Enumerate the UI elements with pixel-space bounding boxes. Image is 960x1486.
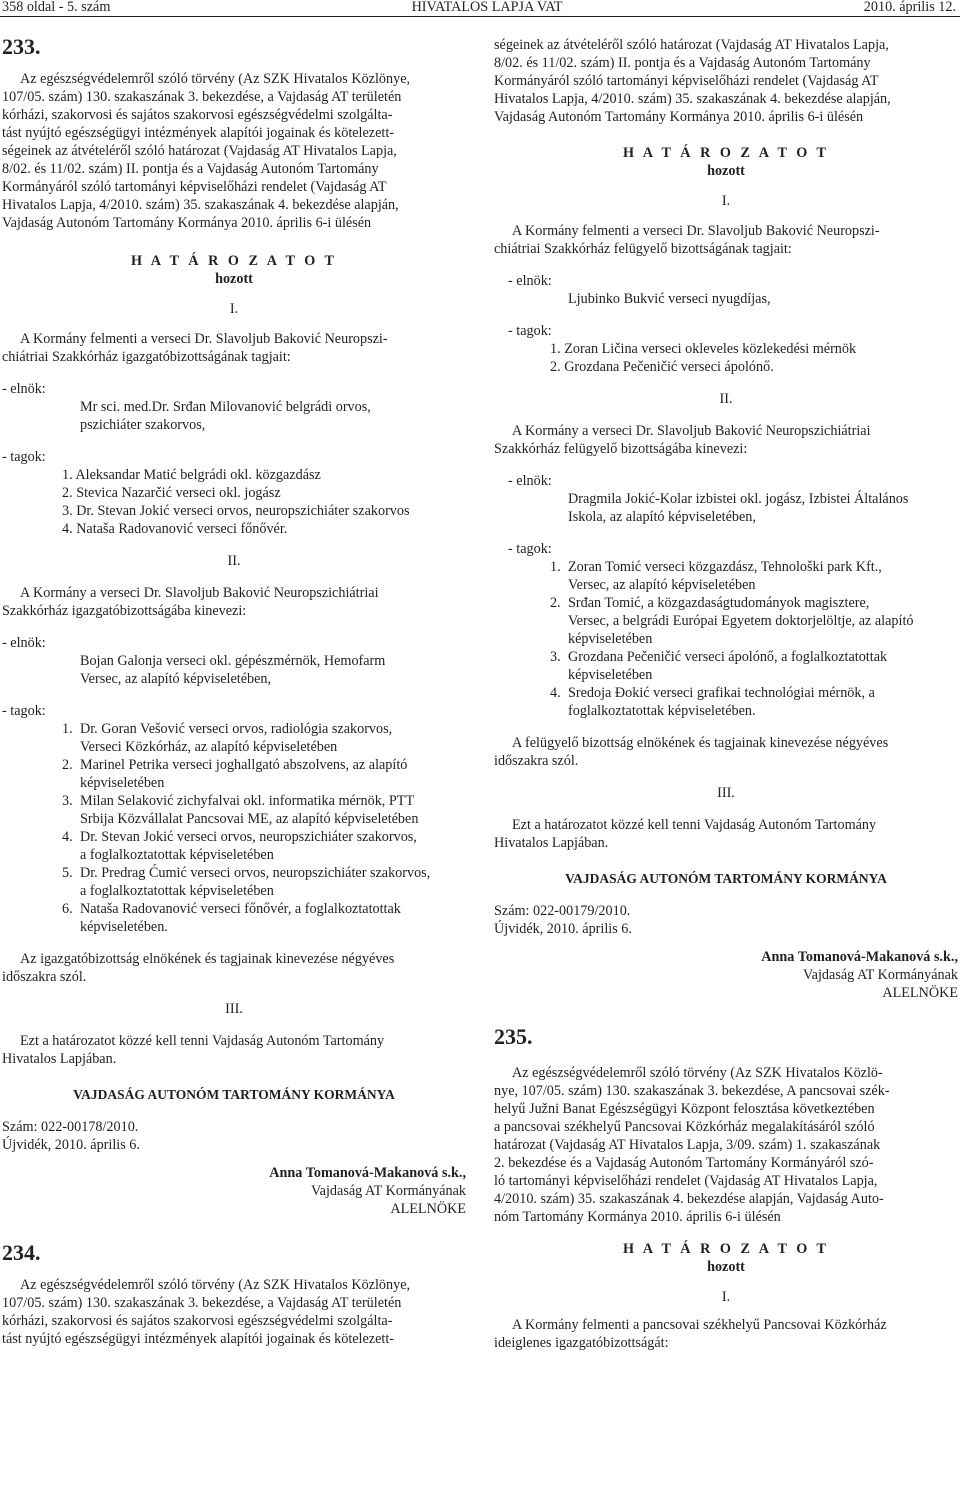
- member-item: 1. Zoran Ličina verseci okleveles közlekedési mérnök: [550, 341, 857, 357]
- preamble-line: 107/05. szám) 130. szakaszának 3. bekezdése, a Vajdaság AT területén: [2, 89, 402, 105]
- signer-title: ALELNÖKE: [390, 1201, 466, 1217]
- section-2-text: Szakkórház igazgatóbizottságába kinevezi:: [2, 603, 247, 619]
- chair-name: Iskola, az alapító képviseletében,: [568, 509, 756, 525]
- members-label: - tagok:: [508, 323, 552, 339]
- term-text: időszakra szól.: [494, 753, 579, 769]
- preamble-line: Az egészségvédelemről szóló törvény (Az SZK Hivatalos Közlö-: [512, 1065, 883, 1081]
- chair-name: Ljubinko Bukvić verseci nyugdíjas,: [568, 291, 771, 307]
- page-label: 358 oldal - 5. szám: [2, 0, 111, 15]
- section-roman-3: III.: [225, 1001, 243, 1017]
- term-text: Az igazgatóbizottság elnökének és tagjainak kinevezése négyéves: [20, 951, 395, 967]
- signer-name: Anna Tomanová-Makanová s.k.,: [269, 1165, 466, 1181]
- resolution-number-234: 234.: [2, 1240, 41, 1265]
- member-item: 2. Stevica Nazarčić verseci okl. jogász: [62, 485, 281, 501]
- preamble-line: ló tartományi képviselőházi rendelet (Vajdaság AT Hivatalos Lapja,: [494, 1173, 878, 1189]
- member-item: 1. Zoran Tomić verseci közgazdász, Tehnološki park Kft., Versec, az alapító képviseletében: [550, 559, 882, 593]
- member-item: 1. Dr. Goran Vešović verseci orvos, radiológia szakorvos, Verseci Közkórház, az alapító képviseletében: [62, 721, 393, 755]
- preamble-line: Kormányáról szóló tartományi képviselőházi rendelet (Vajdaság AT: [2, 179, 387, 195]
- preamble-line: nye, 107/05. szám) 130. szakaszának 3. bekezdése, A pancsovai szék-: [494, 1083, 890, 1099]
- resolution-hozott: hozott: [215, 271, 253, 287]
- member-item: 4. Dr. Stevan Jokić verseci orvos, neuropszichiáter szakorvos, a foglalkoztatottak képviseletében: [62, 829, 417, 863]
- member-item: 2. Marinel Petrika verseci joghallgató abszolvens, az alapító képviseletében: [62, 757, 408, 791]
- signer-title: ALELNÖKE: [882, 985, 958, 1001]
- preamble-line: kórházi, szakorvosi és sajátos szakorvosi egészségvédelmi szolgálta-: [2, 107, 393, 123]
- chair-label: - elnök:: [2, 381, 46, 397]
- chair-label: - elnök:: [508, 473, 552, 489]
- resolution-heading: H A T Á R O Z A T O T: [623, 145, 829, 161]
- chair-name: Bojan Galonja verseci okl. gépészmérnök, Hemofarm: [80, 653, 386, 669]
- member-item: 3. Grozdana Pečeničić verseci ápolónő, a foglalkoztatottak képviseletében: [550, 649, 888, 683]
- left-column: [2, 34, 466, 1348]
- preamble-line: 107/05. szám) 130. szakaszának 3. bekezdése, a Vajdaság AT területén: [2, 1295, 402, 1311]
- preamble-line: Az egészségvédelemről szóló törvény (Az SZK Hivatalos Közlönye,: [20, 71, 411, 87]
- preamble-line: 8/02. és 11/02. szám) II. pontja és a Vajdaság Autonóm Tartomány: [2, 161, 379, 177]
- preamble-line: 8/02. és 11/02. szám) II. pontja és a Vajdaság Autonóm Tartomány: [494, 55, 871, 71]
- members-label: - tagok:: [508, 541, 552, 557]
- term-text: időszakra szól.: [2, 969, 87, 985]
- section-1-text: chiátriai Szakkórház felügyelő bizottságának tagjait:: [494, 241, 792, 257]
- preamble-line: Vajdaság Autonóm Tartomány Kormánya 2010. április 6-i ülésén: [2, 215, 372, 231]
- section-roman-2: II.: [227, 553, 241, 569]
- member-item: 4. Nataša Radovanović verseci főnővér.: [62, 521, 288, 537]
- chair-label: - elnök:: [508, 273, 552, 289]
- publish-text: Hivatalos Lapjában.: [494, 835, 609, 851]
- right-column: [494, 36, 958, 1352]
- section-roman-2: II.: [719, 391, 733, 407]
- place-date: Újvidék, 2010. április 6.: [494, 921, 632, 937]
- preamble-line: tást nyújtó egészségügyi intézmények alapítói jogainak és kötelezett-: [2, 1331, 394, 1347]
- preamble-line: helyű Južni Banat Egészségügyi Központ felosztása következtében: [494, 1101, 875, 1117]
- section-roman-1: I.: [721, 1289, 731, 1305]
- reference-number: Szám: 022-00178/2010.: [2, 1119, 139, 1135]
- preamble-line: Az egészségvédelemről szóló törvény (Az SZK Hivatalos Közlönye,: [20, 1277, 411, 1293]
- section-1-text: chiátriai Szakkórház igazgatóbizottságának tagjait:: [2, 349, 291, 365]
- preamble-line: ségeinek az átvételéről szóló határozat (Vajdaság AT Hivatalos Lapja,: [494, 37, 889, 53]
- signer-role: Vajdaság AT Kormányának: [803, 967, 958, 983]
- resolution-number-235: 235.: [494, 1024, 533, 1049]
- member-item: 5. Dr. Predrag Ćumić verseci orvos, neuropszichiáter szakorvos, a foglalkoztatottak képviseletében: [62, 865, 431, 899]
- section-roman-1: I.: [229, 301, 239, 317]
- members-label: - tagok:: [2, 449, 46, 465]
- resolution-heading: H A T Á R O Z A T O T: [131, 253, 337, 269]
- preamble-line: ségeinek az átvételéről szóló határozat (Vajdaság AT Hivatalos Lapja,: [2, 143, 397, 159]
- preamble-line: nóm Tartomány Kormánya 2010. április 6-i ülésén: [494, 1209, 781, 1225]
- issue-date: 2010. április 12.: [863, 0, 956, 15]
- journal-title: HIVATALOS LAPJA VAT: [411, 0, 563, 15]
- preamble-line: Hivatalos Lapja, 4/2010. szám) 35. szakaszának 4. bekezdése alapján,: [494, 91, 891, 107]
- member-item: 3. Dr. Stevan Jokić verseci orvos, neuropszichiáter szakorvos: [62, 503, 410, 519]
- chair-name: pszichiáter szakorvos,: [80, 417, 206, 433]
- publish-text: Hivatalos Lapjában.: [2, 1051, 117, 1067]
- section-roman-3: III.: [717, 785, 735, 801]
- member-item: 6. Nataša Radovanović verseci főnővér, a foglalkoztatottak képviseletében.: [62, 901, 401, 935]
- section-1-text: ideiglenes igazgatóbizottságát:: [494, 1335, 669, 1351]
- member-item: 1. Aleksandar Matić belgrádi okl. közgazdász: [62, 467, 321, 483]
- section-2-text: A Kormány a verseci Dr. Slavoljub Baković Neuropszichiátriai: [512, 423, 871, 439]
- section-roman-1: I.: [721, 193, 731, 209]
- preamble-line: Vajdaság Autonóm Tartomány Kormánya 2010. április 6-i ülésén: [494, 109, 864, 125]
- page-header: [2, 0, 956, 14]
- signer-name: Anna Tomanová-Makanová s.k.,: [761, 949, 958, 965]
- chair-name: Mr sci. med.Dr. Srđan Milovanović belgrádi orvos,: [80, 399, 371, 415]
- signer-role: Vajdaság AT Kormányának: [311, 1183, 466, 1199]
- resolution-number-233: 233.: [2, 34, 41, 59]
- publish-text: Ezt a határozatot közzé kell tenni Vajdaság Autonóm Tartomány: [512, 817, 877, 833]
- section-2-text: A Kormány a verseci Dr. Slavoljub Baković Neuropszichiátriai: [20, 585, 379, 601]
- section-2-text: Szakkórház felügyelő bizottságába kinevezi:: [494, 441, 748, 457]
- government-name: VAJDASÁG AUTONÓM TARTOMÁNY KORMÁNYA: [73, 1087, 395, 1102]
- member-item: 4. Sredoja Đokić verseci grafikai technológiai mérnök, a foglalkoztatottak képviseletében.: [550, 685, 875, 719]
- preamble-line: a pancsovai székhelyű Pancsovai Közkórház megalakításáról szóló: [494, 1119, 875, 1135]
- government-name: VAJDASÁG AUTONÓM TARTOMÁNY KORMÁNYA: [565, 871, 887, 886]
- section-1-text: A Kormány felmenti a pancsovai székhelyű Pancsovai Közkórház: [512, 1317, 887, 1333]
- section-1-text: A Kormány felmenti a verseci Dr. Slavoljub Baković Neuropszi-: [512, 223, 880, 239]
- preamble-line: határozat (Vajdaság AT Hivatalos Lapja, 3/09. szám) 1. szakaszának: [494, 1137, 881, 1153]
- resolution-hozott: hozott: [707, 1259, 745, 1275]
- preamble-line: 2. bekezdése és a Vajdaság Autonóm Tartomány Kormányáról szó-: [494, 1155, 874, 1171]
- preamble-line: tást nyújtó egészségügyi intézmények alapítói jogainak és kötelezett-: [2, 125, 394, 141]
- preamble-233: [2, 70, 466, 232]
- chair-label: - elnök:: [2, 635, 46, 651]
- preamble-line: Kormányáról szóló tartományi képviselőházi rendelet (Vajdaság AT: [494, 73, 879, 89]
- publish-text: Ezt a határozatot közzé kell tenni Vajdaság Autonóm Tartomány: [20, 1033, 385, 1049]
- chair-name: Versec, az alapító képviseletében,: [80, 671, 272, 687]
- preamble-line: 4/2010. szám) 35. szakaszának 4. bekezdése alapján, Vajdaság Auto-: [494, 1191, 884, 1207]
- reference-number: Szám: 022-00179/2010.: [494, 903, 631, 919]
- member-item: 2. Grozdana Pečeničić verseci ápolónő.: [550, 359, 774, 375]
- member-item: 3. Milan Selaković zichyfalvai okl. informatika mérnök, PTT Srbija Közvállalat Pancsovai ME, az alapító képviseletében: [62, 793, 419, 827]
- preamble-line: kórházi, szakorvosi és sajátos szakorvosi egészségvédelmi szolgálta-: [2, 1313, 393, 1329]
- members-label: - tagok:: [2, 703, 46, 719]
- member-item: 2. Srđan Tomić, a közgazdaságtudományok magisztere, Versec, a belgrádi Európai Egyetem doktorjelöltje, az alapító képviseletében: [550, 595, 914, 647]
- preamble-line: Hivatalos Lapja, 4/2010. szám) 35. szakaszának 4. bekezdése alapján,: [2, 197, 399, 213]
- header-divider: [0, 16, 960, 17]
- resolution-hozott: hozott: [707, 163, 745, 179]
- term-text: A felügyelő bizottság elnökének és tagjainak kinevezése négyéves: [512, 735, 889, 751]
- chair-name: Dragmila Jokić-Kolar izbistei okl. jogász, Izbistei Általános: [568, 491, 909, 507]
- section-1-text: A Kormány felmenti a verseci Dr. Slavoljub Baković Neuropszi-: [20, 331, 388, 347]
- resolution-heading: H A T Á R O Z A T O T: [623, 1241, 829, 1257]
- place-date: Újvidék, 2010. április 6.: [2, 1137, 140, 1153]
